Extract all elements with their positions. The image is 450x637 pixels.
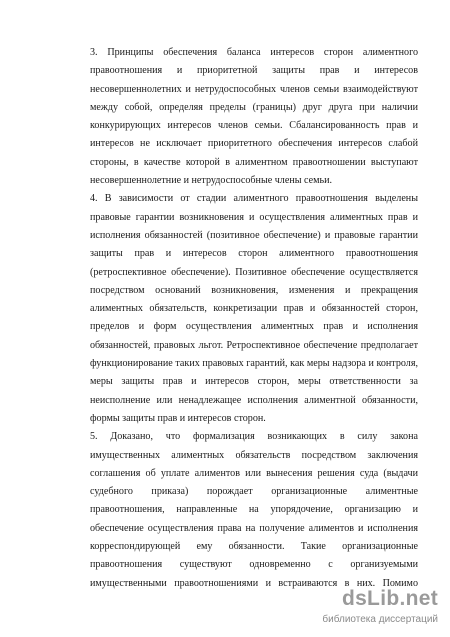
- text-line: формы защиты прав и интересов сторон.: [90, 412, 266, 424]
- watermark-subtitle: библиотека диссертаций: [322, 614, 438, 625]
- paragraph-4: [62, 190, 418, 428]
- text-line: обеспечение осуществления права на получение алиментов и исполнения: [90, 522, 418, 534]
- text-line: несовершеннолетние и нетрудоспособные члены семьи.: [90, 175, 333, 187]
- text-line: функционирование таких правовых гарантий, как меры надзора и контроля,: [90, 358, 418, 370]
- paragraph-5: [62, 428, 418, 593]
- logo-dot: .: [399, 587, 406, 610]
- paragraph-3: [62, 44, 418, 190]
- text-line: алиментных обязательств, конкретизации прав и обязанностей сторон,: [90, 303, 418, 315]
- text-line: 3. Принципы обеспечения баланса интересов сторон алиментного: [90, 47, 418, 58]
- text-line: 5. Доказано, что формализация возникающих в силу закона: [90, 431, 418, 443]
- dslib-watermark[interactable]: [322, 587, 440, 631]
- text-line: правовые гарантии возникновения и осуществления алиментных прав и: [90, 211, 418, 223]
- text-line: правоотношения и приоритетной защиты прав и интересов: [90, 65, 418, 77]
- text-line: интересов не исключает приоритетного обеспечения интересов слабой: [90, 138, 418, 150]
- text-line: исполнения обязанностей (позитивное обеспечение) и правовые гарантии: [90, 229, 418, 241]
- text-line: пределов и форм осуществления алиментных прав и исполнения: [90, 321, 418, 333]
- text-line: корреспондирующей ему обязанности. Такие организационные: [90, 541, 418, 553]
- text-line: (ретроспективное обеспечение). Позитивное обеспечение осуществляется: [90, 266, 418, 278]
- text-line: несовершеннолетних и нетрудоспособных членов семьи взаимодействуют: [90, 83, 418, 95]
- text-line: защиты прав и интересов сторон алиментного правоотношения: [90, 248, 418, 260]
- watermark-logo: [342, 587, 438, 611]
- text-line: 4. В зависимости от стадии алиментного правоотношения выделены: [90, 193, 418, 205]
- text-line: имущественными правоотношениями и встраиваются в них. Помимо: [90, 577, 418, 589]
- text-line: неисполнение или ненадлежащее исполнения алиментной обязанности,: [90, 394, 418, 406]
- text-line: обязанностей, правовых льгот. Ретроспективное обеспечение предполагает: [90, 339, 418, 351]
- text-line: посредством оснований возникновения, изменения и прекращения: [90, 284, 418, 296]
- text-line: судебного приказа) порождает организационные алиментные: [90, 486, 418, 498]
- text-line: стороны, в качестве которой в алиментном правоотношении выступают: [90, 156, 418, 168]
- text-line: соглашения об уплате алиментов или вынесения решения суда (выдачи: [90, 467, 418, 479]
- logo-tld: net: [405, 587, 438, 610]
- text-line: правоотношения существуют одновременно с организуемыми: [90, 559, 418, 571]
- text-line: имущественных алиментных обязательств посредством заключения: [90, 449, 418, 461]
- text-line: конкурирующих интересов членов семьи. Сбалансированность прав и: [90, 120, 418, 132]
- text-line: правоотношения, направленные на упорядочение, организацию и: [90, 504, 418, 516]
- logo-main: dsLib: [341, 587, 400, 610]
- document-page: [62, 44, 418, 593]
- text-line: между собой, определяя пределы (границы) друг друга при наличии: [90, 101, 418, 113]
- text-line: меры защиты прав и интересов сторон, меры ответственности за: [90, 376, 418, 388]
